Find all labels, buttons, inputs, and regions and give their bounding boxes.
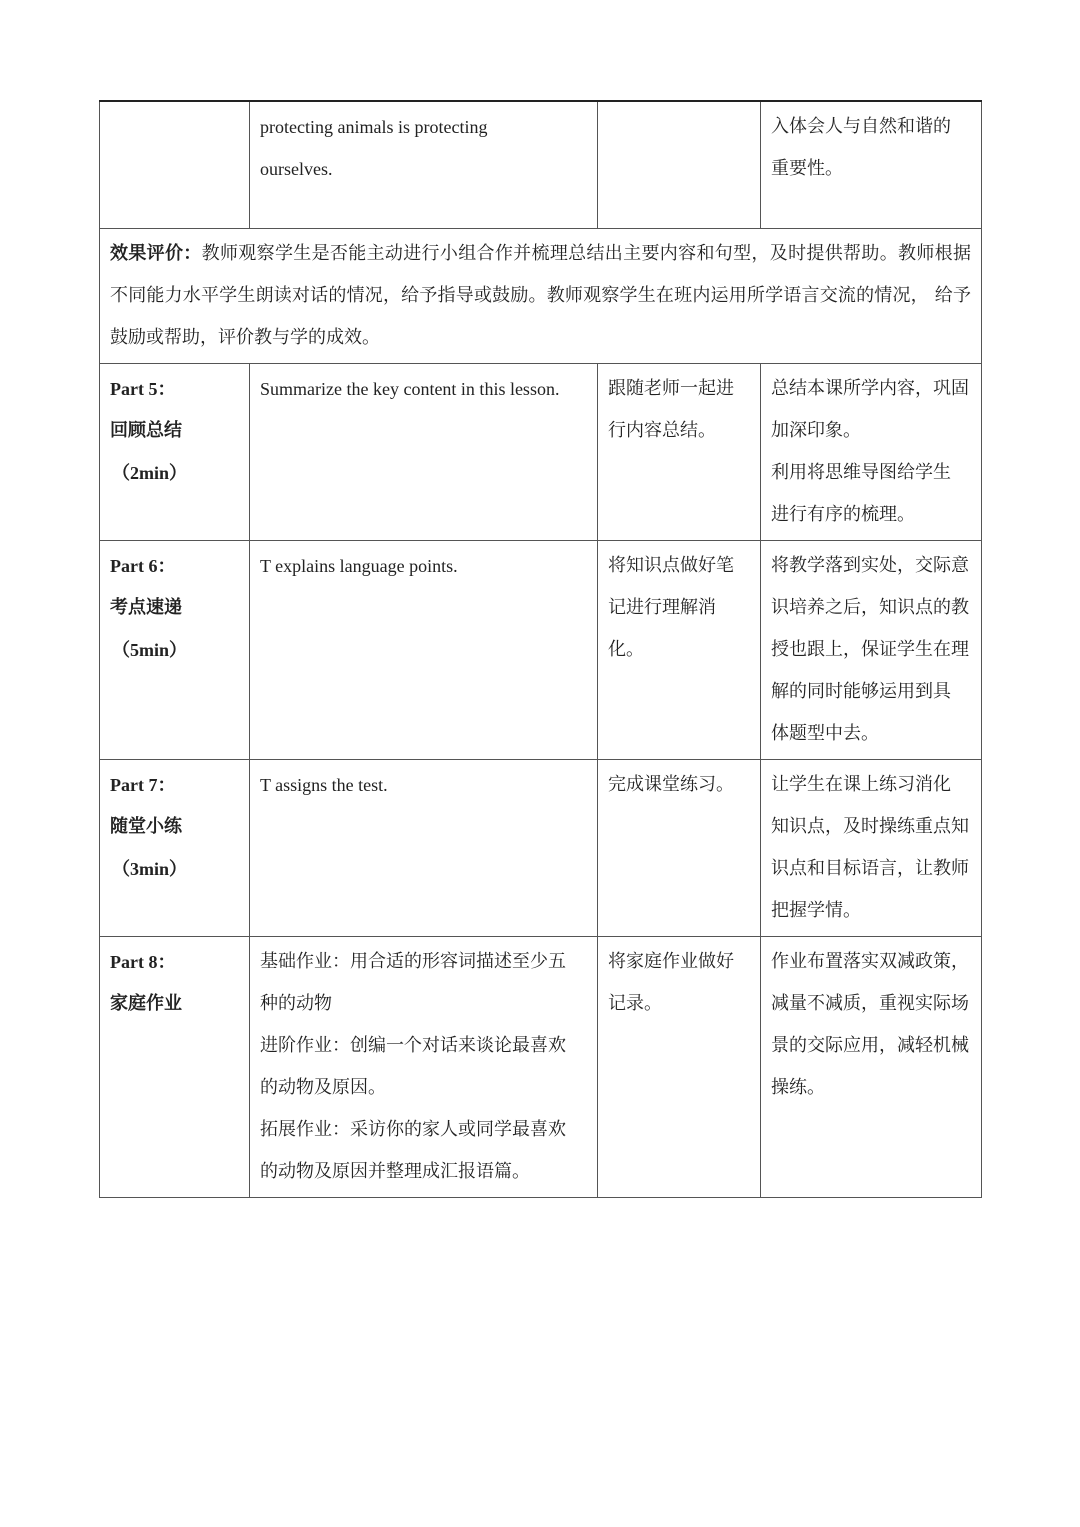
design-intent-cell	[761, 936, 982, 1197]
lesson-plan-table	[99, 100, 982, 1198]
intent-line: 加深印象。	[771, 419, 861, 441]
intent-line: 重要性。	[771, 158, 843, 179]
part-row	[100, 540, 982, 759]
part-row	[100, 759, 982, 936]
intent-line: 入体会人与自然和谐的	[771, 116, 951, 137]
activity-line: Summarize the key content in this lesson.	[260, 378, 560, 399]
stage-cell	[100, 759, 250, 936]
activity-line: 基础作业：用合适的形容词描述至少五	[260, 950, 566, 972]
intent-line: 识点和目标语言，让教师	[771, 857, 969, 879]
activity-line: 种的动物	[260, 992, 332, 1014]
teacher-activity-cell	[250, 363, 598, 540]
part-label: Part 7：	[110, 774, 176, 795]
student-line: 行内容总结。	[608, 419, 716, 441]
intent-line: 进行有序的梳理。	[771, 503, 915, 525]
part-row	[100, 936, 982, 1197]
evaluation-text: 教师观察学生是否能主动进行小组合作并梳理总结出主要内容和句型，及时提供帮助。教师根据不同能力水平学生朗读对话的情况，给予指导或鼓励。教师观察学生在班内运用所学语言交流的情况， 给予鼓励或帮助，评价教与学的成效。	[110, 242, 972, 348]
intent-line: 减量不减质，重视实际场	[771, 992, 969, 1014]
student-activity-cell	[598, 540, 761, 759]
design-intent-cell	[761, 759, 982, 936]
activity-line: 拓展作业：采访你的家人或同学最喜欢	[260, 1118, 566, 1140]
intent-line: 利用将思维导图给学生	[771, 461, 951, 483]
intent-line: 将教学落到实处，交际意	[771, 554, 969, 576]
part-label: Part 8：	[110, 951, 176, 972]
teacher-activity-cell	[250, 936, 598, 1197]
intent-line: 操练。	[771, 1076, 825, 1098]
teacher-activity-cell	[250, 101, 598, 228]
activity-line: ourselves.	[260, 159, 333, 179]
evaluation-label: 效果评价：	[110, 242, 202, 264]
student-line: 将家庭作业做好	[608, 950, 734, 972]
intent-line: 让学生在课上练习消化	[771, 773, 951, 795]
student-line: 跟随老师一起进	[608, 377, 734, 399]
intent-line: 授也跟上，保证学生在理	[771, 638, 969, 660]
intent-line: 知识点，及时操练重点知	[771, 815, 969, 837]
activity-line: protecting animals is protecting	[260, 117, 488, 137]
part-label: Part 5：	[110, 378, 176, 399]
part-time: （2min）	[112, 462, 188, 483]
intent-line: 作业布置落实双减政策，	[771, 950, 969, 972]
part-time: （5min）	[112, 639, 188, 660]
activity-line: 进阶作业：创编一个对话来谈论最喜欢	[260, 1034, 566, 1056]
intent-line: 解的同时能够运用到具	[771, 680, 951, 702]
intent-line: 总结本课所学内容，巩固	[771, 377, 969, 399]
stage-cell	[100, 540, 250, 759]
part-title: 考点速递	[110, 596, 182, 618]
continuation-row	[100, 101, 982, 228]
part-label: Part 6：	[110, 555, 176, 576]
design-intent-cell	[761, 363, 982, 540]
activity-line: 的动物及原因并整理成汇报语篇。	[260, 1160, 530, 1182]
student-activity-cell	[598, 936, 761, 1197]
student-line: 将知识点做好笔	[608, 554, 734, 576]
activity-line: 的动物及原因。	[260, 1076, 386, 1098]
activity-line: T explains language points.	[260, 555, 458, 576]
student-line: 完成课堂练习。	[608, 773, 734, 795]
stage-cell-empty	[100, 101, 250, 228]
student-activity-cell	[598, 759, 761, 936]
stage-cell	[100, 936, 250, 1197]
intent-line: 识培养之后，知识点的教	[771, 596, 969, 618]
design-intent-cell	[761, 101, 982, 228]
student-line: 记录。	[608, 992, 662, 1014]
activity-line: T assigns the test.	[260, 774, 388, 795]
intent-line: 景的交际应用，减轻机械	[771, 1034, 969, 1056]
part-title: 家庭作业	[110, 992, 182, 1014]
evaluation-row	[100, 228, 982, 363]
part-row	[100, 363, 982, 540]
intent-line: 把握学情。	[771, 899, 861, 921]
teacher-activity-cell	[250, 759, 598, 936]
student-activity-cell	[598, 363, 761, 540]
student-line: 记进行理解消化。	[608, 596, 716, 660]
part-title: 随堂小练	[110, 815, 182, 837]
evaluation-cell	[100, 228, 982, 363]
design-intent-cell	[761, 540, 982, 759]
stage-cell	[100, 363, 250, 540]
part-title: 回顾总结	[110, 419, 182, 441]
teacher-activity-cell	[250, 540, 598, 759]
part-time: （3min）	[112, 858, 188, 879]
intent-line: 体题型中去。	[771, 722, 879, 744]
student-activity-cell-empty	[598, 101, 761, 228]
